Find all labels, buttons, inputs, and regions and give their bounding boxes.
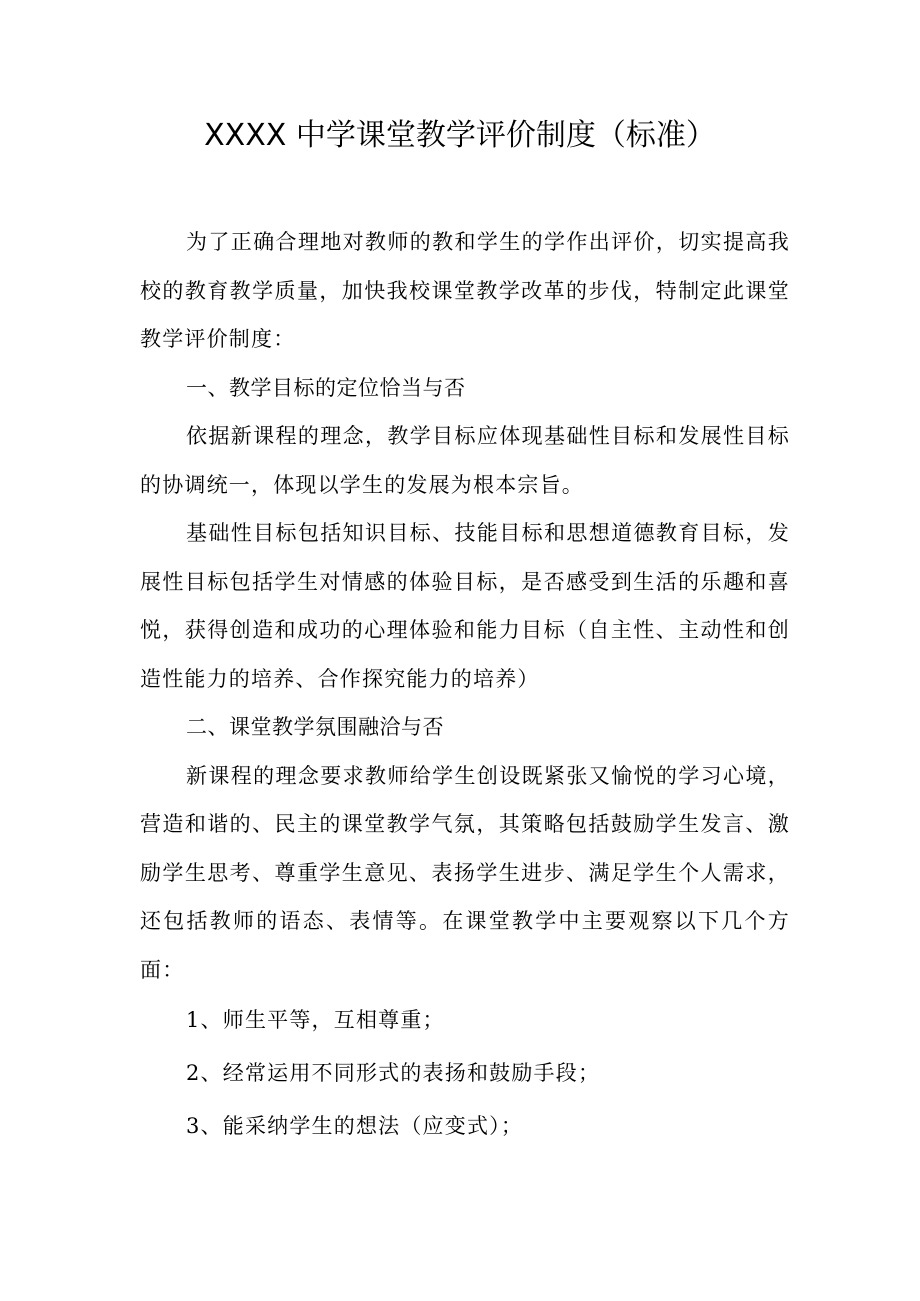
- list-item-2: 2、经常运用不同形式的表扬和鼓励手段；: [186, 1061, 601, 1085]
- document-body: [140, 218, 790, 1153]
- section-1-paragraph-1: 依据新课程的理念，教学目标应体现基础性目标和发展性目标的协调统一，体现以学生的发展为根本宗旨。: [140, 424, 790, 497]
- section-2-heading: 二、课堂教学氛围融洽与否: [186, 715, 444, 739]
- list-item-1: 1、师生平等，互相尊重；: [186, 1008, 445, 1032]
- intro-paragraph: 为了正确合理地对教师的教和学生的学作出评价，切实提高我校的教育教学质量，加快我校课堂教学改革的步伐，特制定此课堂教学评价制度：: [140, 230, 790, 351]
- section-1-heading: 一、教学目标的定位恰当与否: [186, 375, 466, 400]
- document-title: XXXX 中学课堂教学评价制度（标准）: [204, 118, 716, 153]
- section-1-paragraph-2: 基础性目标包括知识目标、技能目标和思想道德教育目标，发展性目标包括学生对情感的体验目标，是否感受到生活的乐趣和喜悦，获得创造和成功的心理体验和能力目标（自主性、主动性和创造性能力的培养、合作探究能力的培养）: [140, 521, 790, 691]
- list-item-3: 3、能采纳学生的想法（应变式）；: [186, 1114, 524, 1138]
- section-2-paragraph-1: 新课程的理念要求教师给学生创设既紧张又愉悦的学习心境，营造和谐的、民主的课堂教学气氛，其策略包括鼓励学生发言、激励学生思考、尊重学生意见、表扬学生进步、满足学生个人需求，还包括教师的语态、表情等。在课堂教学中主要观察以下几个方面：: [140, 763, 790, 982]
